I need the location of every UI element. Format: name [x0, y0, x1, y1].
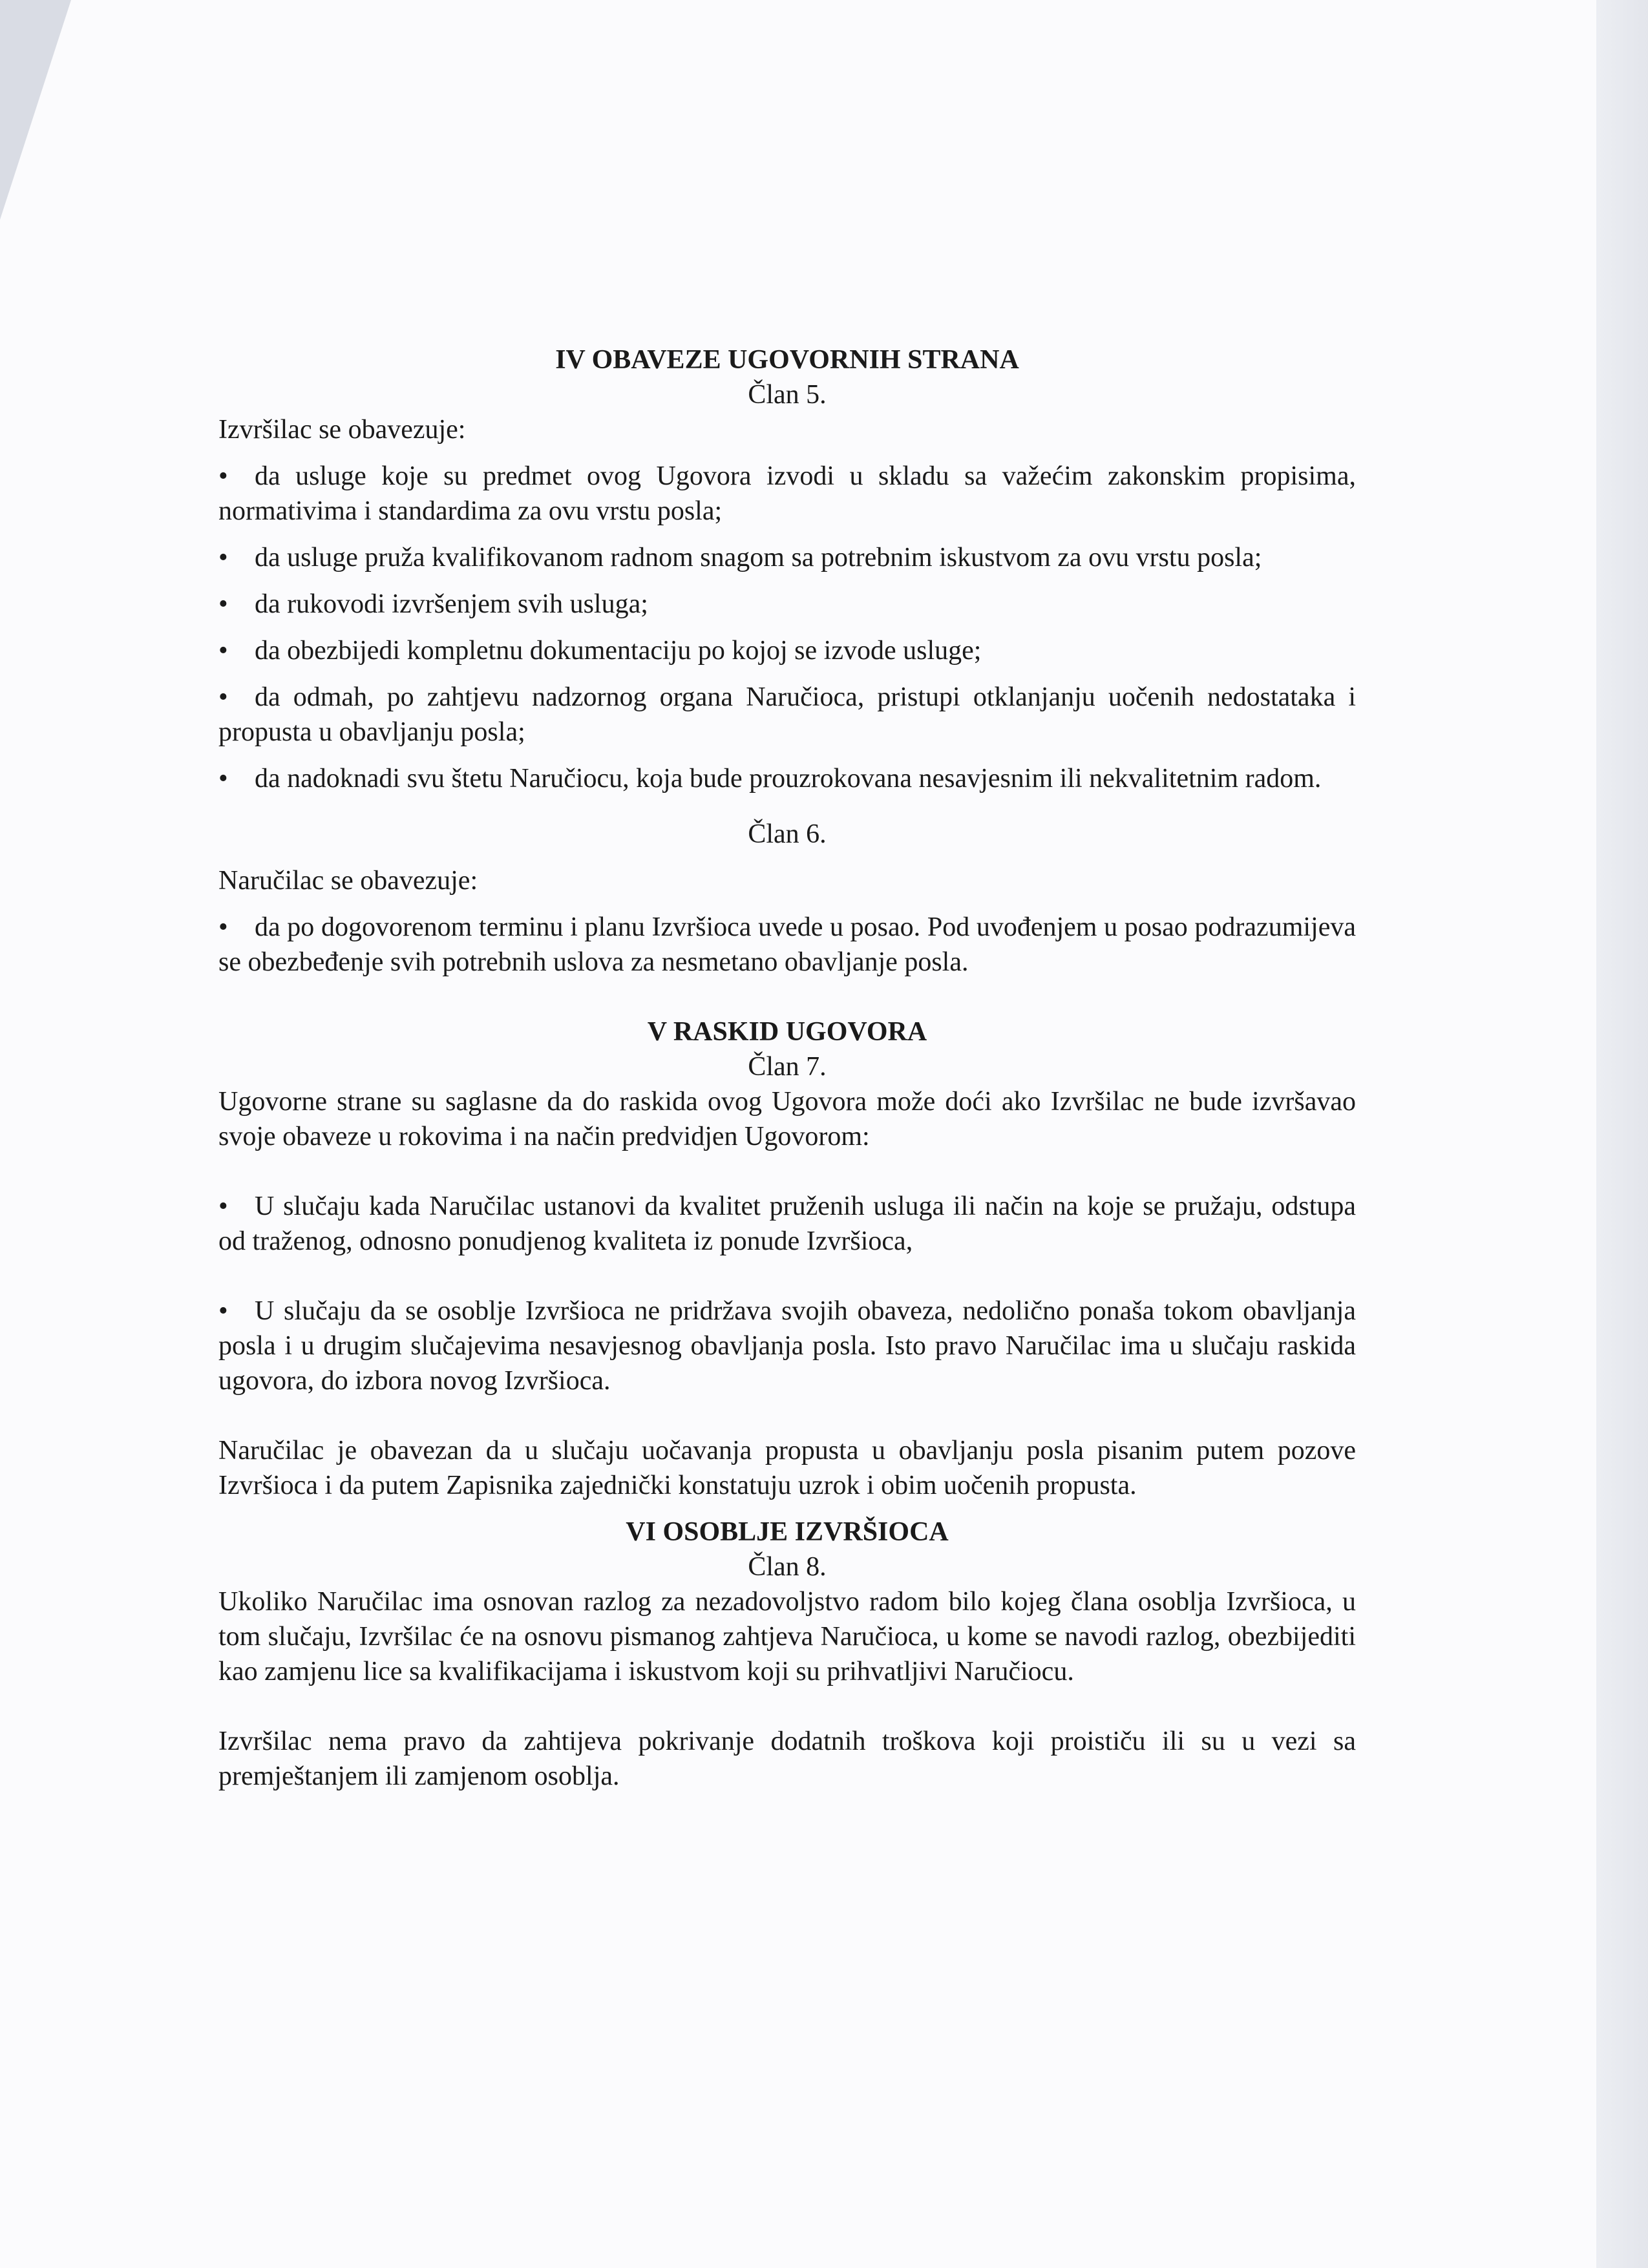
section-heading-raskid: V RASKID UGOVORA	[647, 1017, 927, 1047]
list-item-text: da po dogovorenom terminu i planu Izvršioca uvede u posao. Pod uvođenjem u posao podrazumijeva se obezbeđenje svih potrebnih uslova za nesmetano obavljanje posla.	[218, 912, 1356, 977]
clan-5-title: Član 5.	[748, 380, 827, 410]
clan-7-title: Član 7.	[748, 1052, 827, 1082]
bullet-icon: •	[218, 912, 228, 942]
bullet-icon: •	[218, 1296, 228, 1326]
list-item-text: da usluge koje su predmet ovog Ugovora izvodi u skladu sa važećim zakonskim propisima, normativima i standardima za ovu vrstu posla;	[218, 461, 1356, 526]
clan-8-paragraph-1: Ukoliko Naručilac ima osnovan razlog za nezadovoljstvo radom bilo kojeg člana osoblja Izvršioca, u tom slučaju, Izvršilac će na osnovu pismanog zahtjeva Naručioca, u kome se navodi razlog, obezbijediti kao zamjenu lice sa kvalifikacijama i iskustvom koji su prihvatljivi Naručiocu.	[218, 1587, 1356, 1686]
document-body	[218, 342, 1356, 1794]
clan-7-intro: Ugovorne strane su saglasne da do raskida ovog Ugovora može doći ako Izvršilac ne bude izvršavao svoje obaveze u rokovima i na način predvidjen Ugovorom:	[218, 1087, 1356, 1151]
bullet-icon: •	[218, 1192, 228, 1221]
bullet-icon: •	[218, 589, 228, 619]
list-item	[218, 459, 1356, 529]
clan-8-title: Član 8.	[748, 1552, 827, 1582]
list-item	[218, 761, 1356, 796]
bullet-icon: •	[218, 764, 228, 793]
page-edge-shadow	[1596, 0, 1648, 2268]
folded-corner	[0, 0, 71, 220]
bullet-icon: •	[218, 682, 228, 712]
clan-8-paragraph-2: Izvršilac nema pravo da zahtijeva pokrivanje dodatnih troškova koji proističu ili su u vezi sa premještanjem ili zamjenom osoblja.	[218, 1727, 1356, 1791]
list-item	[218, 680, 1356, 750]
list-item-text: da odmah, po zahtjevu nadzornog organa Naručioca, pristupi otklanjanju uočenih nedostataka i propusta u obavljanju posla;	[218, 682, 1356, 747]
section-heading-osoblje: VI OSOBLJE IZVRŠIOCA	[626, 1517, 949, 1547]
list-item-text: da usluge pruža kvalifikovanom radnom snagom sa potrebnim iskustvom za ovu vrstu posla;	[255, 543, 1262, 572]
bullet-icon: •	[218, 543, 228, 572]
list-item-text: U slučaju da se osoblje Izvršioca ne pridržava svojih obaveza, nedolično ponaša tokom obavljanja posla i u drugim slučajevima nesavjesnog obavljanja posla. Isto pravo Naručilac ima u slučaju raskida ugovora, do izbora novog Izvršioca.	[218, 1296, 1356, 1396]
list-item	[218, 1189, 1356, 1259]
clan-6-title: Član 6.	[748, 819, 827, 849]
list-item	[218, 540, 1356, 575]
list-item-text: da obezbijedi kompletnu dokumentaciju po kojoj se izvode usluge;	[255, 636, 982, 666]
list-item	[218, 587, 1356, 622]
list-item-text: da nadoknadi svu štetu Naručiocu, koja bude prouzrokovana nesavjesnim ili nekvalitetnim radom.	[255, 764, 1322, 793]
list-item	[218, 910, 1356, 980]
list-item	[218, 1294, 1356, 1398]
section-heading-obaveze: IV OBAVEZE UGOVORNIH STRANA	[555, 345, 1019, 375]
list-item	[218, 633, 1356, 668]
clan-7-closing: Naručilac je obavezan da u slučaju uočavanja propusta u obavljanju posla pisanim putem pozove Izvršioca i da putem Zapisnika zajednički konstatuju uzrok i obim uočenih propusta.	[218, 1436, 1356, 1500]
list-item-text: da rukovodi izvršenjem svih usluga;	[255, 589, 648, 619]
list-item-text: U slučaju kada Naručilac ustanovi da kvalitet pruženih usluga ili način na koje se pružaju, odstupa od traženog, odnosno ponudjenog kvaliteta iz ponude Izvršioca,	[218, 1192, 1356, 1256]
bullet-icon: •	[218, 461, 228, 491]
bullet-icon: •	[218, 636, 228, 666]
clan-6-intro: Naručilac se obavezuje:	[218, 866, 478, 896]
clan-5-intro: Izvršilac se obavezuje:	[218, 415, 466, 445]
